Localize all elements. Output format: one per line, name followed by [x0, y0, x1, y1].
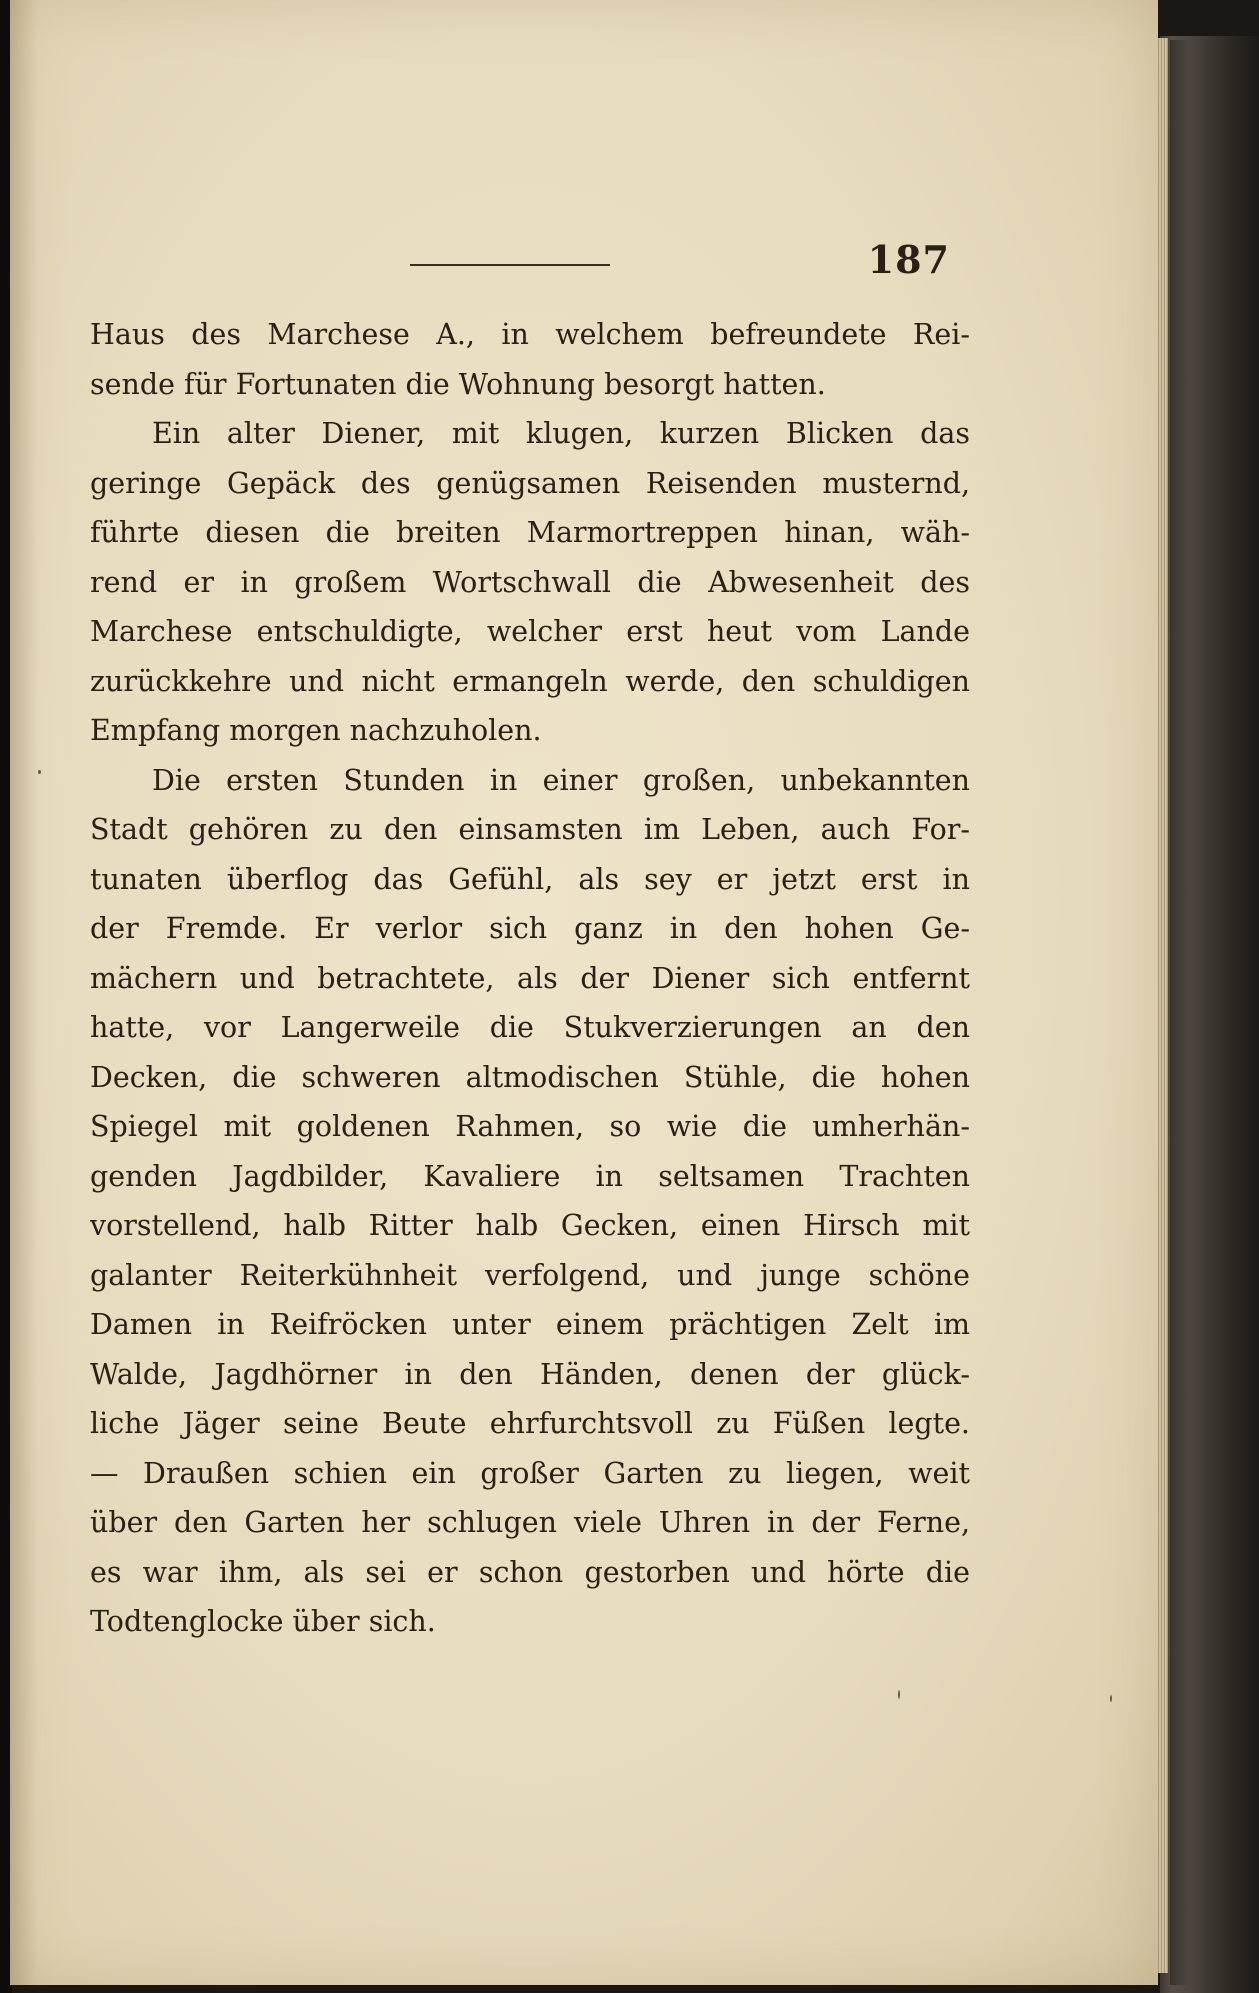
paper-speck — [1110, 1695, 1112, 1702]
text-line: hatte, vor Langerweile die Stukverzierungen an den — [90, 1011, 970, 1044]
text-line: tunaten überflog das Gefühl, als sey er jetzt erst in — [90, 862, 970, 896]
header-rule — [410, 264, 610, 266]
text-line: liche Jäger seine Beute ehrfurchtsvoll zu Füßen legte. — [90, 1407, 970, 1440]
text-line: über den Garten her schlugen viele Uhren in der Ferne, — [90, 1506, 970, 1539]
paper-speck — [898, 1690, 900, 1699]
text-line: führte diesen die breiten Marmortreppen hinan, wäh- — [90, 516, 970, 549]
text-line: es war ihm, als sei er schon gestorben und hörte die — [90, 1555, 970, 1589]
text-line: rend er in großem Wortschwall die Abwesenheit des — [90, 565, 970, 599]
text-line: Marchese entschuldigte, welcher erst heut vom Lande — [90, 615, 970, 648]
book-page — [10, 0, 1158, 1985]
text-line: Damen in Reifröcken unter einem prächtigen Zelt im — [90, 1308, 970, 1341]
text-line: — Draußen schien ein großer Garten zu liegen, weit — [90, 1456, 970, 1490]
text-line: der Fremde. Er verlor sich ganz in den hohen Ge- — [90, 912, 970, 945]
text-line: Todtenglocke über sich. — [90, 1605, 436, 1638]
page-number: 187 — [867, 237, 950, 282]
text-line: galanter Reiterkühnheit verfolgend, und junge schöne — [90, 1258, 970, 1292]
cover-shadow — [1170, 40, 1190, 1985]
text-line: Decken, die schweren altmodischen Stühle, die hohen — [90, 1060, 970, 1094]
text-line: Spiegel mit goldenen Rahmen, so wie die umherhän- — [90, 1110, 970, 1143]
text-line: Ein alter Diener, mit klugen, kurzen Blicken das — [152, 417, 970, 450]
text-line: genden Jagdbilder, Kavaliere in seltsamen Trachten — [90, 1159, 970, 1193]
body-text — [90, 310, 970, 1647]
text-line: Haus des Marchese A., in welchem befreundete Rei- — [90, 318, 970, 351]
paper-speck — [38, 770, 41, 774]
text-line: mächern und betrachtete, als der Diener sich entfernt — [90, 961, 970, 995]
text-line: sende für Fortunaten die Wohnung besorgt hatten. — [90, 367, 826, 401]
text-line: zurückkehre und nicht ermangeln werde, den schuldigen — [90, 664, 970, 698]
text-line: Walde, Jagdhörner in den Händen, denen der glück- — [90, 1357, 970, 1391]
text-line: vorstellend, halb Ritter halb Gecken, einen Hirsch mit — [90, 1209, 970, 1242]
text-line: geringe Gepäck des genügsamen Reisenden musternd, — [90, 466, 970, 500]
text-line: Stadt gehören zu den einsamsten im Leben, auch For- — [90, 813, 970, 846]
text-line: Die ersten Stunden in einer großen, unbekannten — [152, 763, 970, 797]
text-line: Empfang morgen nachzuholen. — [90, 714, 542, 747]
